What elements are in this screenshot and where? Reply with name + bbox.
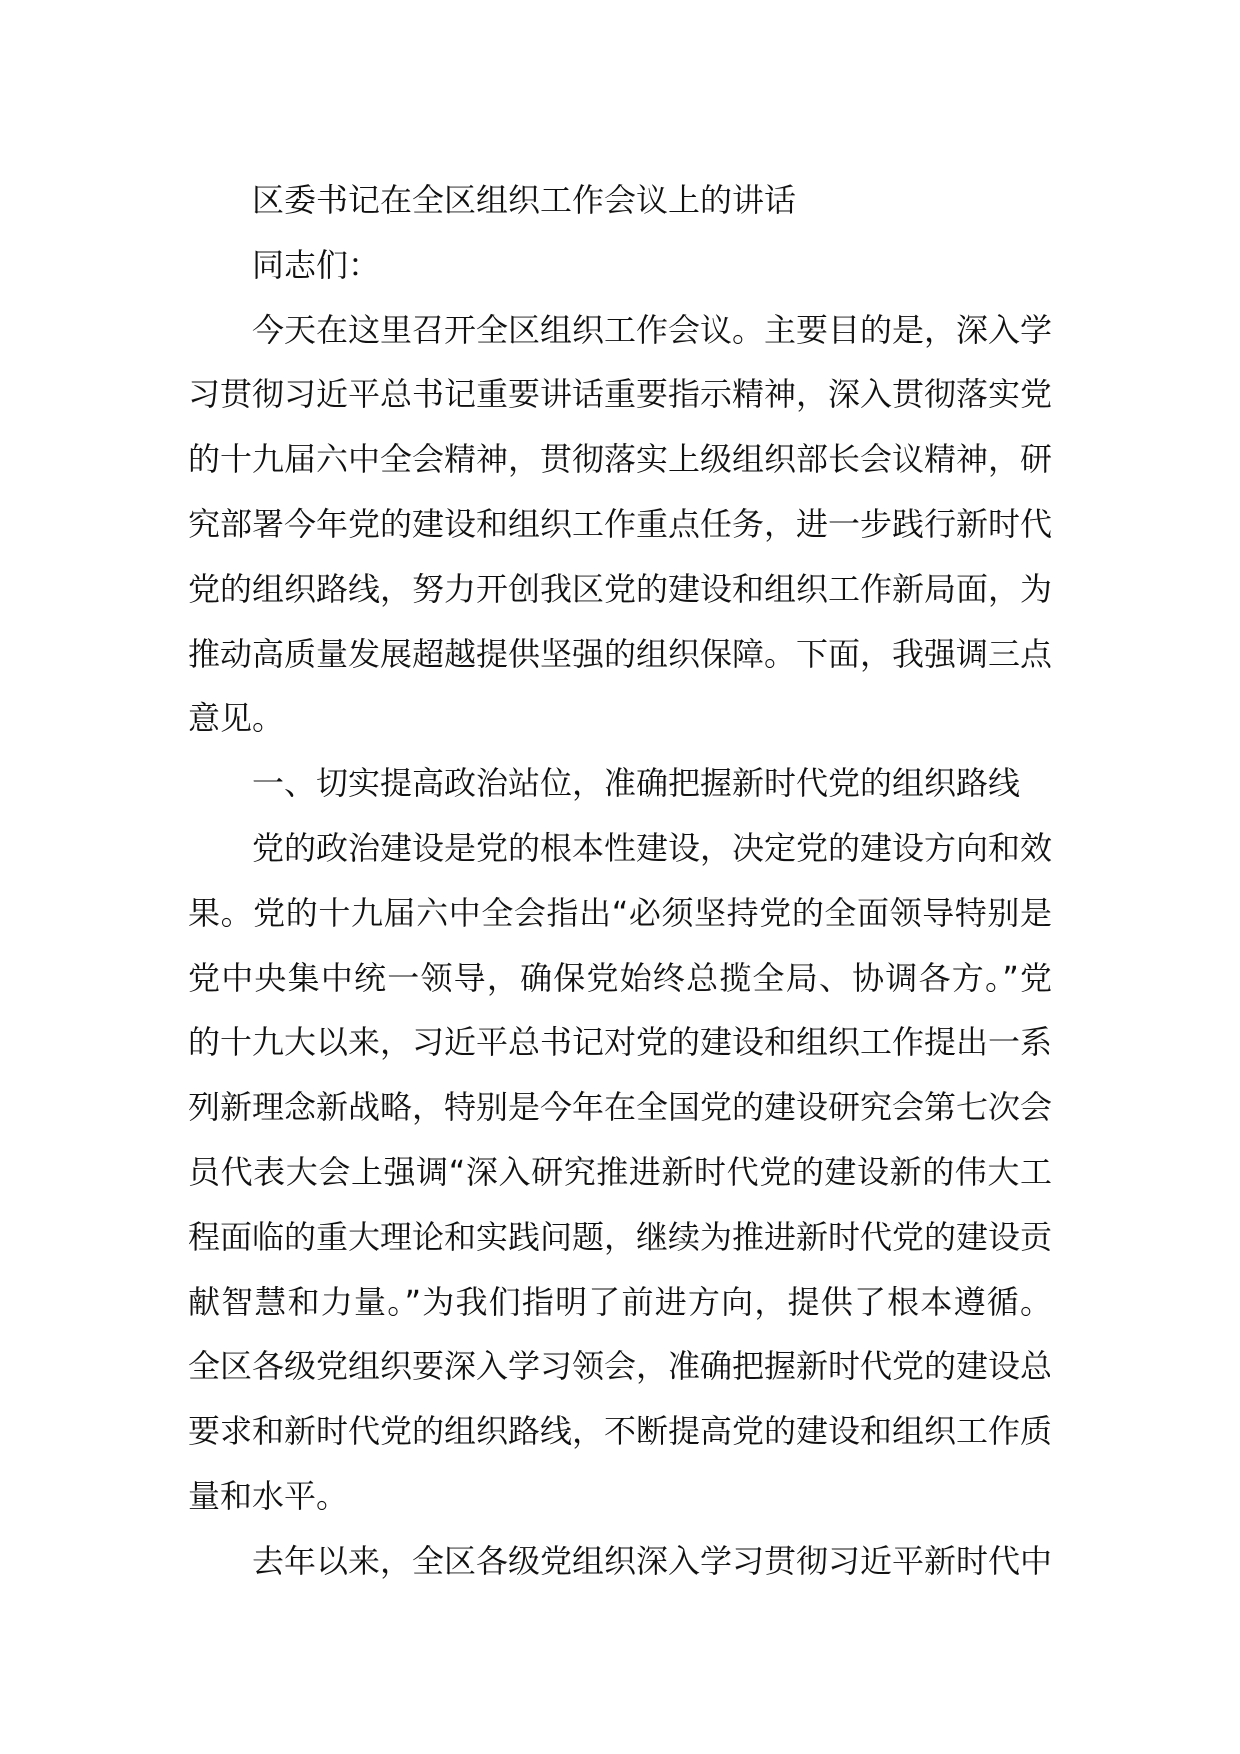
paragraph-line: 程面临的重大理论和实践问题，继续为推进新时代党的建设贡 (188, 1217, 1052, 1256)
paragraph-line: 要求和新时代党的组织路线，不断提高党的建设和组织工作质 (188, 1412, 1052, 1451)
paragraph-line: 党的政治建设是党的根本性建设，决定党的建设方向和效 (252, 828, 1052, 867)
paragraph-line: 去年以来，全区各级党组织深入学习贯彻习近平新时代中 (252, 1541, 1052, 1580)
salutation: 同志们： (252, 245, 381, 284)
document-title: 区委书记在全区组织工作会议上的讲话 (252, 181, 797, 219)
section-heading: 一、切实提高政治站位，准确把握新时代党的组织路线 (252, 764, 1021, 803)
paragraph-line: 果。党的十九届六中全会指出“必须坚持党的全面领导特别是 (188, 893, 1052, 932)
paragraph-line: 推动高质量发展超越提供坚强的组织保障。下面，我强调三点 (188, 634, 1052, 673)
paragraph-line: 的十九大以来，习近平总书记对党的建设和组织工作提出一系 (188, 1023, 1052, 1062)
document-body (188, 168, 1052, 1594)
paragraph-line: 的十九届六中全会精神，贯彻落实上级组织部长会议精神，研 (188, 440, 1052, 479)
paragraph-line: 今天在这里召开全区组织工作会议。主要目的是，深入学 (252, 310, 1052, 349)
paragraph-line: 献智慧和力量。”为我们指明了前进方向，提供了根本遵循。 (188, 1282, 1052, 1321)
paragraph-line: 量和水平。 (188, 1476, 349, 1515)
paragraph-line: 列新理念新战略，特别是今年在全国党的建设研究会第七次会 (188, 1088, 1052, 1127)
paragraph-line: 习贯彻习近平总书记重要讲话重要指示精神，深入贯彻落实党 (188, 375, 1052, 414)
paragraph-line: 党中央集中统一领导，确保党始终总揽全局、协调各方。”党 (188, 958, 1052, 997)
paragraph-line: 员代表大会上强调“深入研究推进新时代党的建设新的伟大工 (188, 1152, 1052, 1191)
paragraph-line: 全区各级党组织要深入学习领会，准确把握新时代党的建设总 (188, 1347, 1052, 1386)
paragraph-line: 意见。 (188, 699, 285, 738)
paragraph-line: 党的组织路线，努力开创我区党的建设和组织工作新局面，为 (188, 569, 1052, 608)
paragraph-line: 究部署今年党的建设和组织工作重点任务，进一步践行新时代 (188, 504, 1052, 543)
